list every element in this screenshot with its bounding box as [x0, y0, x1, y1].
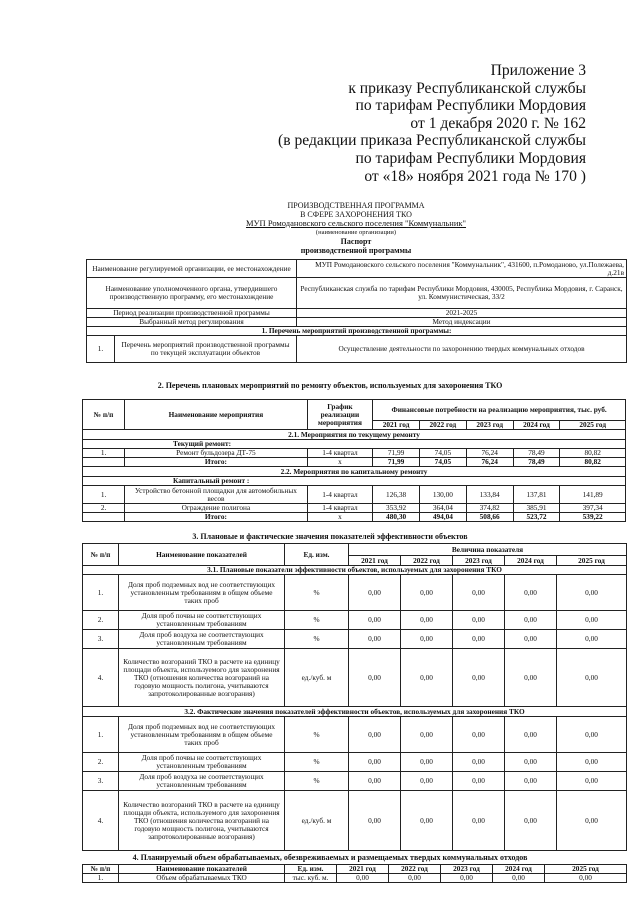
indicator-name: Количество возгораний ТКО в расчете на единицу площади объекта, используемого для захоронения ТКО (отношения количества возгораний на годовую мощность полигона, учитываются запротоколированные возгорания) — [119, 649, 285, 707]
value-cell: 0,00 — [389, 874, 441, 883]
col-header-name: Наименование мероприятия — [125, 400, 308, 430]
value-cell: 0,00 — [505, 630, 557, 649]
value-cell: 0,00 — [401, 649, 453, 707]
col-header-year: 2023 год — [466, 421, 513, 430]
value-cell: 0,00 — [441, 874, 493, 883]
event-name: Ограждение полигона — [125, 504, 308, 513]
value-cell: 0,00 — [349, 791, 401, 851]
value-cell: 0,00 — [557, 630, 627, 649]
row-number: 1. — [83, 874, 119, 883]
program-title: ПРОИЗВОДСТВЕННАЯ ПРОГРАММА — [287, 201, 425, 210]
table-row — [83, 753, 627, 772]
indicator-name: Доля проб подземных вод не соответствующих установленным требованиям в общем объеме таких проб — [119, 575, 285, 611]
value-cell: 126,38 — [373, 486, 420, 504]
col-header-year: 2022 год — [389, 865, 441, 874]
section1-value: Осуществление деятельности по захоронению твердых коммунальных отходов — [297, 336, 627, 363]
row-number: 3. — [83, 772, 119, 791]
subsection-title: 2.2. Мероприятия по капитальному ремонту — [83, 467, 626, 477]
col-header-name: Наименование показателей — [119, 865, 285, 874]
subsection-title: 3.1. Плановые показатели эффективности объектов, используемых для захоронения ТКО — [83, 566, 627, 575]
value-cell: 0,00 — [349, 753, 401, 772]
col-header-year: 2024 год — [493, 865, 545, 874]
total-value: 508,66 — [466, 513, 513, 522]
header-line-4: от 1 декабря 2020 г. № 162 — [410, 114, 586, 132]
col-header-finance: Финансовые потребности на реализацию мероприятия, тыс. руб. — [373, 400, 626, 421]
passport-title: Паспорт — [340, 237, 372, 246]
empty-cell — [83, 513, 125, 522]
table-row — [83, 630, 627, 649]
indicator-unit: % — [285, 753, 349, 772]
row-number: 1. — [83, 575, 119, 611]
col-header-value: Величина показателя — [349, 544, 627, 556]
subsection-subtitle: Текущий ремонт: — [83, 440, 626, 449]
value-cell: 0,00 — [401, 630, 453, 649]
value-cell: 0,00 — [557, 791, 627, 851]
indicator-unit: % — [285, 630, 349, 649]
value-cell: 0,00 — [557, 717, 627, 753]
table-header-row — [83, 400, 626, 421]
table-row — [83, 772, 627, 791]
table-row — [83, 575, 627, 611]
total-value: 80,82 — [560, 458, 626, 467]
total-row — [83, 458, 626, 467]
total-value: 78,49 — [513, 458, 560, 467]
col-header-year: 2024 год — [505, 556, 557, 566]
value-cell: 0,00 — [349, 717, 401, 753]
value-cell: 0,00 — [401, 753, 453, 772]
header-line-7: от «18» ноября 2021 года № 170 ) — [364, 167, 586, 185]
value-cell: 0,00 — [401, 772, 453, 791]
passport-value: МУП Ромодановского сельского поселения "Коммунальник", 431600, п.Ромоданово, ул.Полежаева, д.21в — [297, 260, 627, 278]
passport-table — [86, 259, 627, 363]
total-value: 71,99 — [373, 458, 420, 467]
event-name: Устройство бетонной площадки для автомобильных весов — [125, 486, 308, 504]
passport-label: Период реализации производственной программы — [87, 309, 297, 318]
value-cell: 76,24 — [466, 449, 513, 458]
passport-label: Наименование уполномоченного органа, утвердившего производственную программу, его местонахождение — [87, 278, 297, 309]
table-row — [83, 430, 626, 440]
value-cell: 0,00 — [453, 791, 505, 851]
indicator-name: Доля проб воздуха не соответствующих установленным требованиям — [119, 630, 285, 649]
row-number: 1. — [87, 336, 115, 363]
value-cell: 364,04 — [419, 504, 466, 513]
total-schedule: x — [307, 458, 373, 467]
passport-value: Метод индексации — [297, 318, 627, 327]
value-cell: 0,00 — [545, 874, 627, 883]
value-cell: 0,00 — [453, 649, 505, 707]
row-number: 1. — [83, 717, 119, 753]
value-cell: 0,00 — [349, 649, 401, 707]
value-cell: 0,00 — [505, 717, 557, 753]
header-line-5: (в редакции приказа Республиканской службы — [278, 132, 586, 150]
waste-volume-table — [82, 864, 627, 883]
col-header-year: 2025 год — [560, 421, 626, 430]
table-row — [87, 278, 627, 309]
total-value: 494,04 — [419, 513, 466, 522]
table-row — [83, 566, 627, 575]
value-cell: 0,00 — [505, 575, 557, 611]
section2-title: 2. Перечень плановых мероприятий по ремонту объектов, используемых для захоронения ТКО — [157, 381, 503, 390]
value-cell: 0,00 — [453, 753, 505, 772]
col-header-num: № п/п — [83, 865, 119, 874]
col-header-schedule: График реализации мероприятия — [307, 400, 373, 430]
value-cell: 78,49 — [513, 449, 560, 458]
total-schedule: x — [307, 513, 373, 522]
value-cell: 0,00 — [557, 611, 627, 630]
total-value: 480,30 — [373, 513, 420, 522]
col-header-num: № п/п — [83, 544, 119, 566]
row-number: 1. — [83, 486, 125, 504]
section3-title: 3. Плановые и фактические значения показателей эффективности объектов — [192, 532, 468, 541]
total-row — [83, 513, 626, 522]
value-cell: 0,00 — [349, 772, 401, 791]
col-header-year: 2021 год — [373, 421, 420, 430]
event-schedule: 1-4 квартал — [307, 504, 373, 513]
indicator-unit: тыс. куб. м. — [285, 874, 337, 883]
value-cell: 0,00 — [401, 575, 453, 611]
passport-label: Выбранный метод регулирования — [87, 318, 297, 327]
indicator-name: Доля проб почвы не соответствующих установленным требованиям — [119, 611, 285, 630]
passport-subtitle: производственной программы — [300, 246, 412, 255]
table-row — [83, 477, 626, 486]
indicator-name: Доля проб воздуха не соответствующих установленным требованиям — [119, 772, 285, 791]
table-row — [87, 336, 627, 363]
event-schedule: 1-4 квартал — [307, 449, 373, 458]
organization-name: МУП Ромодановского сельского поселения "Коммунальник" — [245, 218, 467, 228]
row-number: 4. — [83, 791, 119, 851]
table-header-row — [83, 544, 627, 556]
table-row — [87, 327, 627, 336]
subsection-subtitle: Капитальный ремонт : — [83, 477, 626, 486]
row-number: 4. — [83, 649, 119, 707]
passport-value: Республиканская служба по тарифам Республики Мордовия, 430005, Республика Мордовия, г. Саранск, ул. Коммунистическая, 33/2 — [297, 278, 627, 309]
col-header-year: 2025 год — [557, 556, 627, 566]
value-cell: 80,82 — [560, 449, 626, 458]
total-value: 523,72 — [513, 513, 560, 522]
value-cell: 0,00 — [505, 611, 557, 630]
value-cell: 71,99 — [373, 449, 420, 458]
passport-value: 2021-2025 — [297, 309, 627, 318]
row-number: 2. — [83, 611, 119, 630]
efficiency-table — [82, 543, 627, 851]
indicator-unit: % — [285, 717, 349, 753]
col-header-year: 2025 год — [545, 865, 627, 874]
indicator-name: Количество возгораний ТКО в расчете на единицу площади объекта, используемого для захоронения ТКО (отношения количества возгораний на годовую мощность полигона, учитываются запротоколированные возгорания) — [119, 791, 285, 851]
program-titles — [86, 201, 626, 255]
value-cell: 0,00 — [401, 717, 453, 753]
subsection-title: 2.1. Мероприятия по текущему ремонту — [83, 430, 626, 440]
value-cell: 374,82 — [466, 504, 513, 513]
value-cell: 141,89 — [560, 486, 626, 504]
table-row — [83, 440, 626, 449]
table-row — [83, 611, 627, 630]
header-line-3: по тарифам Республики Мордовия — [355, 97, 586, 115]
total-label: Итого: — [125, 513, 308, 522]
value-cell: 0,00 — [349, 575, 401, 611]
header-line-1: Приложение 3 — [490, 62, 586, 79]
header-line-6: по тарифам Республики Мордовия — [355, 149, 586, 167]
col-header-year: 2023 год — [453, 556, 505, 566]
table-row — [83, 449, 626, 458]
col-header-year: 2021 год — [349, 556, 401, 566]
table-row — [83, 707, 627, 717]
table-row — [83, 486, 626, 504]
section1-label: Перечень мероприятий производственной программы по текущей эксплуатации объектов — [115, 336, 297, 363]
value-cell: 0,00 — [401, 611, 453, 630]
value-cell: 397,34 — [560, 504, 626, 513]
value-cell: 0,00 — [557, 753, 627, 772]
table-row — [83, 649, 627, 707]
col-header-year: 2021 год — [337, 865, 389, 874]
indicator-unit: % — [285, 772, 349, 791]
col-header-year: 2022 год — [401, 556, 453, 566]
value-cell: 0,00 — [493, 874, 545, 883]
total-value: 74,05 — [419, 458, 466, 467]
program-area: В СФЕРЕ ЗАХОРОНЕНИЯ ТКО — [300, 210, 412, 219]
value-cell: 0,00 — [453, 772, 505, 791]
appendix-header — [278, 62, 586, 185]
value-cell: 0,00 — [349, 630, 401, 649]
value-cell: 130,00 — [419, 486, 466, 504]
table-row — [87, 260, 627, 278]
event-name: Ремонт бульдозера ДТ-75 — [125, 449, 308, 458]
value-cell: 0,00 — [505, 753, 557, 772]
value-cell: 0,00 — [557, 575, 627, 611]
total-value: 539,22 — [560, 513, 626, 522]
table-row — [83, 717, 627, 753]
indicator-unit: % — [285, 575, 349, 611]
event-schedule: 1-4 квартал — [307, 486, 373, 504]
indicator-unit: ед./куб. м — [285, 791, 349, 851]
table-row — [83, 791, 627, 851]
header-line-2: к приказу Республиканской службы — [348, 79, 586, 97]
col-header-year: 2024 год — [513, 421, 560, 430]
passport-label: Наименование регулируемой организации, ее местонахождение — [87, 260, 297, 278]
col-header-unit: Ед. изм. — [285, 544, 349, 566]
table-row — [87, 309, 627, 318]
value-cell: 133,84 — [466, 486, 513, 504]
row-number: 2. — [83, 504, 125, 513]
value-cell: 0,00 — [505, 649, 557, 707]
indicator-name: Объем обрабатываемых ТКО — [119, 874, 285, 883]
value-cell: 0,00 — [453, 717, 505, 753]
col-header-name: Наименование показателей — [119, 544, 285, 566]
value-cell: 0,00 — [453, 575, 505, 611]
indicator-name: Доля проб почвы не соответствующих установленным требованиям — [119, 753, 285, 772]
indicator-name: Доля проб подземных вод не соответствующих установленным требованиям в общем объеме таких проб — [119, 717, 285, 753]
col-header-unit: Ед. изм. — [285, 865, 337, 874]
row-number: 3. — [83, 630, 119, 649]
value-cell: 385,91 — [513, 504, 560, 513]
value-cell: 0,00 — [337, 874, 389, 883]
total-label: Итого: — [125, 458, 308, 467]
value-cell: 74,05 — [419, 449, 466, 458]
section4-title: 4. Планируемый объем обрабатываемых, обезвреживаемых и размещаемых твердых коммунальных отходов — [132, 853, 528, 862]
table-row — [87, 318, 627, 327]
value-cell: 137,81 — [513, 486, 560, 504]
value-cell: 0,00 — [557, 772, 627, 791]
table-row — [83, 467, 626, 477]
row-number: 1. — [83, 449, 125, 458]
value-cell: 353,92 — [373, 504, 420, 513]
value-cell: 0,00 — [453, 630, 505, 649]
table-row — [83, 874, 627, 883]
value-cell: 0,00 — [401, 791, 453, 851]
value-cell: 0,00 — [349, 611, 401, 630]
empty-cell — [83, 458, 125, 467]
col-header-year: 2022 год — [419, 421, 466, 430]
table-header-row — [83, 865, 627, 874]
indicator-unit: % — [285, 611, 349, 630]
col-header-num: № п/п — [83, 400, 125, 430]
table-row — [83, 504, 626, 513]
value-cell: 0,00 — [505, 791, 557, 851]
col-header-year: 2023 год — [441, 865, 493, 874]
subsection-title: 3.2. Фактические значения показателей эффективности объектов, используемых для захоронения ТКО — [83, 707, 627, 717]
value-cell: 0,00 — [453, 611, 505, 630]
indicator-unit: ед./куб. м — [285, 649, 349, 707]
value-cell: 0,00 — [557, 649, 627, 707]
value-cell: 0,00 — [505, 772, 557, 791]
organization-caption: (наименование организации) — [315, 229, 397, 236]
row-number: 2. — [83, 753, 119, 772]
section1-title: 1. Перечень мероприятий производственной программы: — [87, 327, 627, 336]
total-value: 76,24 — [466, 458, 513, 467]
repair-table — [82, 399, 626, 522]
